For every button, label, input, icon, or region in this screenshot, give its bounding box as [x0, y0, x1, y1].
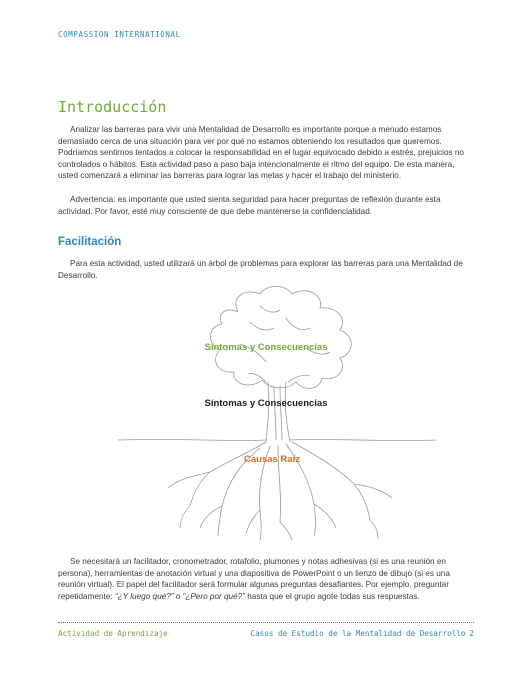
- facilitation-paragraph-2: [58, 556, 474, 602]
- intro-paragraph-2-text: Advertencia: es importante que usted sienta seguridad para hacer preguntas de reflexión durante esta actividad. Por favor, esté muy consciente de que debe mantenerse la confidencialidad.: [58, 195, 441, 216]
- problem-tree-illustration: [110, 282, 442, 544]
- intro-paragraph-1-text: Analizar las barreras para vivir una Mentalidad de Desarrollo es importante porque a menudo estamos demasiado cerca de una situación para ver por qué no estamos obteniendo los resultados que queremos. Podríamos sentirnos tentados a colocar la responsabilidad en el lugar equivocado debido a estrés, prejuicios no controlados o hábitos. Esta actividad paso a paso baja intencionalmente el ritmo del equipo. De esta manera, usted comenzará a eliminar las barreras para lograr las metas y hacer el trabajo del ministerio.: [58, 125, 464, 181]
- facilitation-paragraph-1-text: Para esta actividad, usted utilizará un árbol de problemas para explorar las barreras para una Mentalidad de Desarrollo.: [58, 259, 463, 280]
- question-2: “¿Pero por qué?”: [182, 591, 245, 601]
- footer-right-label: Casos de Estudio de la Mentalidad de Desarrollo: [250, 629, 466, 638]
- facilitation-heading: Facilitación: [58, 236, 122, 248]
- tree-label-trunk: Síntomas y Consecuencias: [204, 398, 328, 409]
- footer-left-label: Actividad de Aprendizaje: [58, 629, 168, 638]
- question-connector: o: [173, 591, 183, 601]
- facilitation-paragraph-2-end: hasta que el grupo agote todas sus respuestas.: [244, 591, 420, 601]
- question-1: “¿Y luego qué?”: [114, 591, 174, 601]
- facilitation-paragraph-2-start: Se necesitará un facilitador, cronometrador, rotafolio, plumones y notas adhesivas (si es una reunión en persona), herramientas de anotación virtual y una diapositiva de PowerPoint o un lienzo de dibujo (si es una reunión virtual). El papel del facilitador será formular algunas preguntas desafiantes. Por ejemplo, preguntar repetidamente:: [58, 557, 450, 601]
- footer-divider: [58, 622, 474, 623]
- header-organization: COMPASSION INTERNATIONAL: [58, 30, 181, 39]
- tree-trunk: [266, 382, 290, 442]
- facilitation-paragraph-1: [58, 258, 474, 281]
- tree-sketch: [110, 282, 442, 544]
- page-number: 2: [469, 629, 474, 638]
- footer-right: [251, 629, 474, 638]
- tree-label-canopy: Síntomas y Consecuencias: [204, 342, 328, 353]
- ground-line: [118, 439, 436, 440]
- tree-canopy: [210, 287, 351, 389]
- intro-heading: Introducción: [58, 98, 167, 116]
- intro-paragraph-1: [58, 124, 474, 182]
- intro-paragraph-2: [58, 194, 474, 217]
- tree-label-roots: Causas Raíz: [244, 454, 300, 465]
